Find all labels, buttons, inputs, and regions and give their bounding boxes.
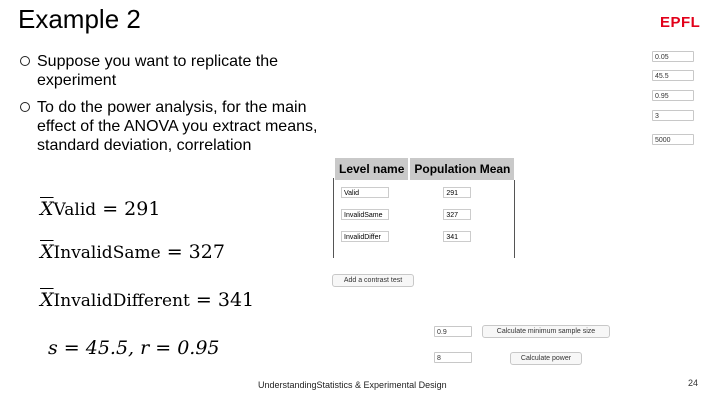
- sample-size-input[interactable]: 8: [434, 352, 472, 363]
- equation-variable: $\overline{X}$: [40, 289, 54, 311]
- calculate-power-button[interactable]: Calculate power: [510, 352, 582, 365]
- equation-value: = 291: [102, 198, 161, 220]
- level-mean-input[interactable]: 341: [443, 231, 471, 242]
- level-name-input[interactable]: Valid: [341, 187, 389, 198]
- slide-footer: UnderstandingStatistics & Experimental Design: [258, 380, 447, 390]
- equation-sd-correlation: s = 45.5, r = 0.95: [48, 337, 220, 359]
- alpha-input[interactable]: 0.05: [652, 51, 694, 62]
- table-row: [335, 180, 515, 202]
- equation-variable: $\overline{X}$: [40, 198, 54, 220]
- bullet-text: To do the power analysis, for the main effect of the ANOVA you extract means, standard deviation, correlation: [37, 99, 318, 154]
- equation-variable: $\overline{X}$: [40, 241, 54, 263]
- table-row: [335, 224, 515, 246]
- column-header-population-mean: Population Mean: [409, 158, 515, 180]
- sd-input[interactable]: 45.5: [652, 70, 694, 81]
- bullet-circle-icon: [20, 102, 30, 112]
- add-contrast-button[interactable]: Add a contrast test: [332, 274, 414, 287]
- equation-subscript: Valid: [53, 200, 97, 220]
- power-input[interactable]: 0.9: [434, 326, 472, 337]
- level-name-input[interactable]: InvalidSame: [341, 209, 389, 220]
- bullet-circle-icon: [20, 56, 30, 66]
- column-header-level-name: Level name: [335, 158, 409, 180]
- equation-valid: [40, 198, 160, 220]
- bullet-item: [20, 52, 330, 90]
- equation-subscript: InvalidDifferent: [53, 291, 190, 311]
- level-mean-input[interactable]: 291: [443, 187, 471, 198]
- equation-invalid-same: [40, 241, 225, 263]
- table-row: [335, 202, 515, 224]
- levels-table: [335, 158, 516, 246]
- iterations-input[interactable]: 5000: [652, 134, 694, 145]
- bullet-list: [20, 52, 330, 163]
- equation-value: = 327: [166, 241, 225, 263]
- slide-title: Example 2: [18, 4, 141, 34]
- level-mean-input[interactable]: 327: [443, 209, 471, 220]
- epfl-logo: EPFL: [660, 14, 701, 31]
- page-number: 24: [688, 378, 699, 388]
- rho-input[interactable]: 0.95: [652, 90, 694, 101]
- equation-invalid-different: [40, 289, 254, 311]
- level-name-input[interactable]: InvalidDiffer: [341, 231, 389, 242]
- bullet-item: [20, 98, 330, 155]
- bullet-text: Suppose you want to replicate the experiment: [37, 53, 279, 89]
- equation-subscript: InvalidSame: [53, 243, 161, 263]
- calculate-minimum-sample-size-button[interactable]: Calculate minimum sample size: [482, 325, 610, 338]
- levels-input[interactable]: 3: [652, 110, 694, 121]
- equation-value: = 341: [195, 289, 255, 311]
